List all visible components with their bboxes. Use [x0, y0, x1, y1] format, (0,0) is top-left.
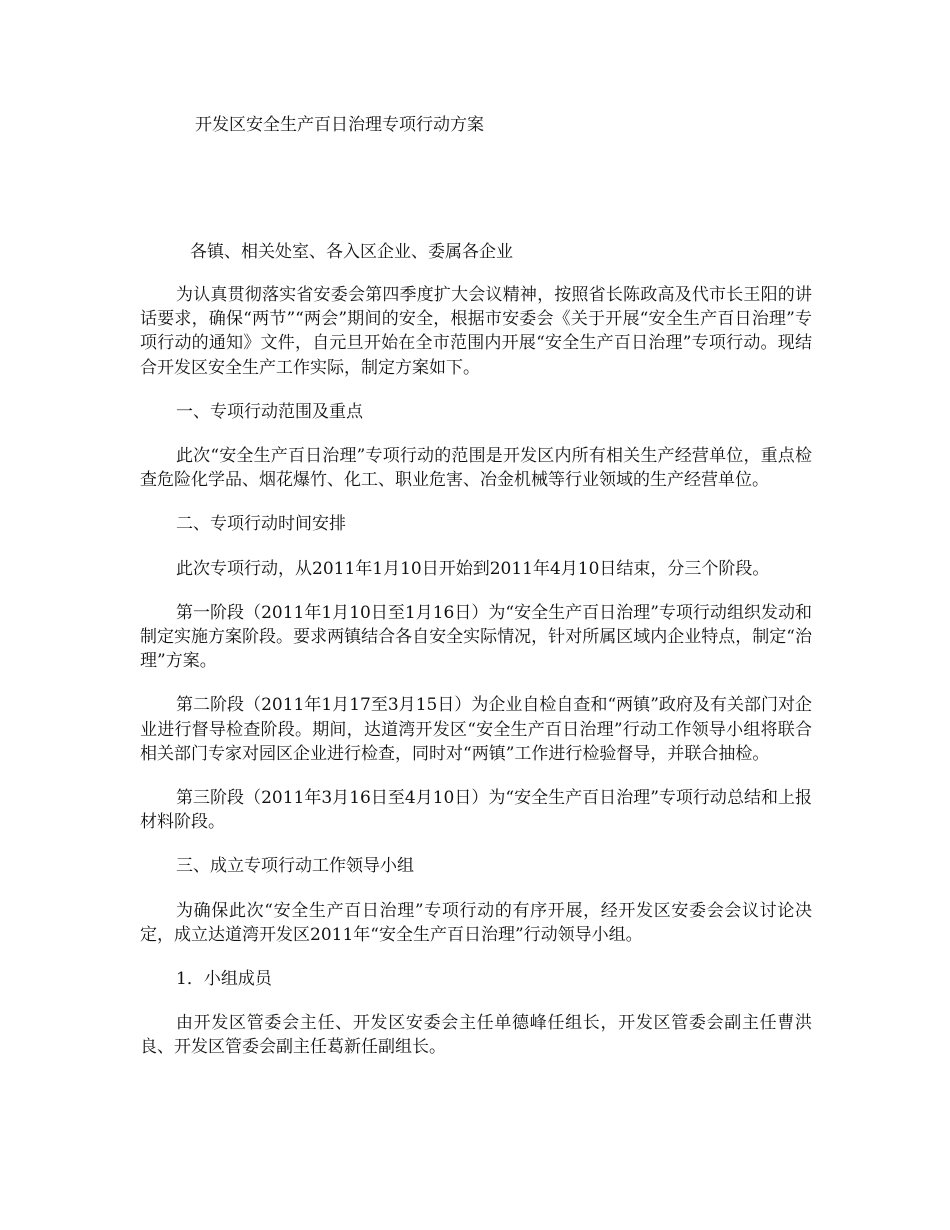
phase-two-paragraph: 第二阶段（2011年1月17至3月15日）为企业自检自查和“两镇”政府及有关部门对企业进行督导检查阶段。期间，达道湾开发区“安全生产百日治理”行动工作领导小组将联合相关部门专家对园区企业进行检查，同时对“两镇”工作进行检验督导，并联合抽检。: [140, 695, 812, 764]
document-addressee: 各镇、相关处室、各入区企业、委属各企业: [190, 242, 513, 262]
section-heading-schedule: 二、专项行动时间安排: [176, 514, 346, 535]
document-title: 开发区安全生产百日治理专项行动方案: [195, 115, 484, 135]
subsection-heading-members: 1．小组成员: [176, 969, 272, 990]
phase-three-paragraph: 第三阶段（2011年3月16日至4月10日）为“安全生产百日治理”专项行动总结和上报材料阶段。: [140, 788, 812, 833]
section-heading-scope: 一、专项行动范围及重点: [176, 401, 363, 422]
section-leadership-paragraph: 为确保此次“安全生产百日治理”专项行动的有序开展，经开发区安委会会议讨论决定，成立达道湾开发区2011年“安全生产百日治理”行动领导小组。: [140, 900, 812, 945]
phase-one-paragraph: 第一阶段（2011年1月10日至1月16日）为“安全生产百日治理”专项行动组织发动和制定实施方案阶段。要求两镇结合各自安全实际情况，针对所属区域内企业特点，制定“治理”方案。: [140, 602, 812, 672]
intro-paragraph: 为认真贯彻落实省安委会第四季度扩大会议精神，按照省长陈政高及代市长王阳的讲话要求，确保“两节”“两会”期间的安全，根据市安委会《关于开展“安全生产百日治理”专项行动的通知》文件，自元旦开始在全市范围内开展“安全生产百日治理”专项行动。现结合开发区安全生产工作实际，制定方案如下。: [140, 285, 812, 378]
section-heading-leadership: 三、成立专项行动工作领导小组: [176, 856, 414, 877]
section-schedule-paragraph: 此次专项行动，从2011年1月10日开始到2011年4月10日结束，分三个阶段。: [176, 558, 770, 579]
section-scope-paragraph: 此次“安全生产百日治理”专项行动的范围是开发区内所有相关生产经营单位，重点检查危险化学品、烟花爆竹、化工、职业危害、冶金机械等行业领域的生产经营单位。: [140, 446, 812, 491]
document-body: [140, 283, 812, 1080]
subsection-members-paragraph: 由开发区管委会主任、开发区安委会主任单德峰任组长，开发区管委会副主任曹洪良、开发区管委会副主任葛新任副组长。: [140, 1013, 812, 1058]
